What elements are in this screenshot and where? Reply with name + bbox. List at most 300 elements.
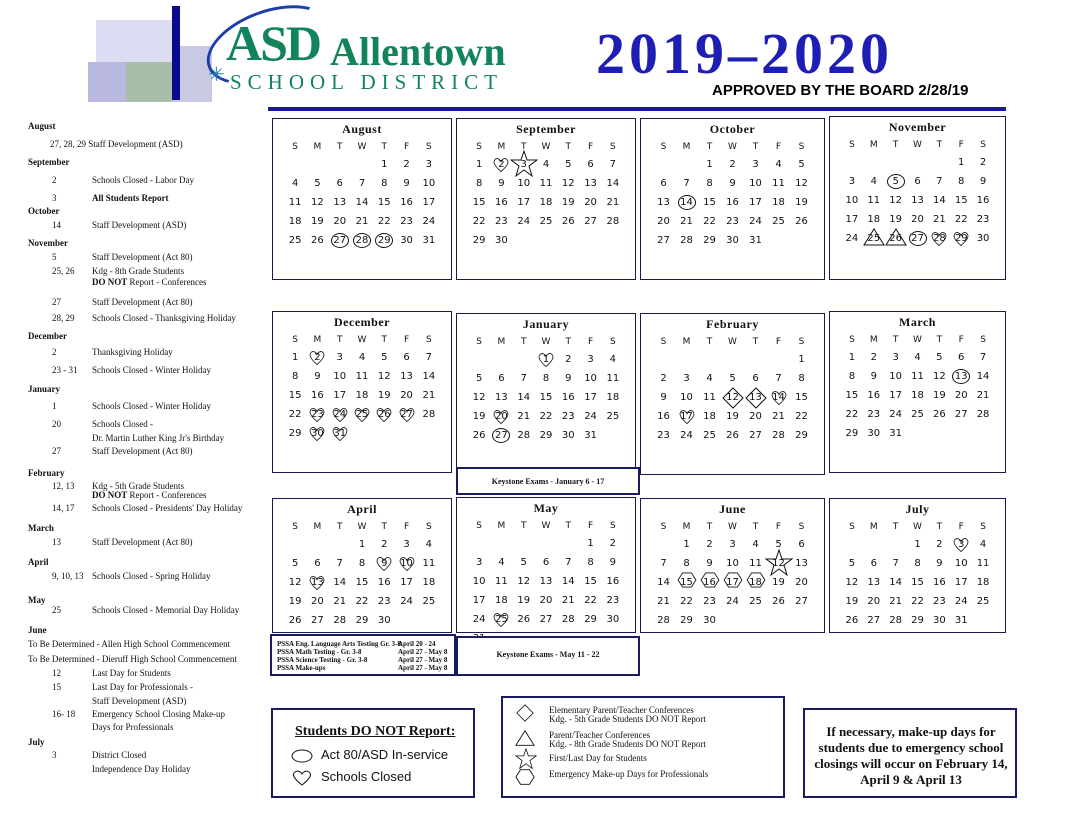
day-number: 4: [542, 159, 550, 170]
weekday-header: M: [869, 140, 878, 150]
hexagon-icon: [515, 768, 535, 790]
calendar-day: [469, 408, 489, 426]
weekday-header: T: [936, 335, 943, 345]
day-number: 1: [848, 352, 856, 363]
day-number: 16: [932, 577, 946, 588]
event-month-heading: March: [28, 523, 54, 533]
day-number: 14: [772, 392, 785, 403]
day-number: 13: [795, 558, 808, 569]
day-number: 3: [752, 159, 759, 170]
calendar-day: [419, 406, 439, 424]
day-number: 1: [291, 352, 299, 363]
day-number: 28: [606, 216, 620, 227]
day-number: 25: [422, 596, 436, 607]
keystone-january-box: [456, 467, 640, 495]
day-number: 28: [561, 614, 575, 625]
day-number: 6: [314, 558, 321, 569]
calendar-day: [769, 389, 789, 407]
calendar-day: [603, 611, 623, 629]
day-number: 18: [606, 392, 620, 403]
weekday-header: S: [980, 335, 986, 345]
day-number: 25: [355, 409, 369, 420]
month-title: September: [516, 122, 576, 136]
calendar-day: [654, 574, 674, 592]
calendar-day: [723, 389, 743, 407]
month-march: [829, 311, 1006, 473]
weekday-header: T: [520, 337, 527, 347]
weekday-header: S: [980, 522, 986, 532]
calendar-day: [929, 230, 949, 248]
calendar-day: [842, 368, 862, 386]
day-number: 11: [703, 392, 716, 403]
event-date: 12, 13: [52, 481, 75, 491]
day-number: 25: [772, 216, 785, 227]
day-number: 11: [539, 178, 553, 189]
calendar-day: [842, 612, 862, 630]
day-number: 7: [775, 373, 782, 384]
calendar-day: [285, 555, 305, 573]
day-number: 15: [680, 577, 693, 588]
calendar-day: [514, 213, 534, 231]
day-number: 9: [314, 371, 321, 382]
calendar-day: [864, 192, 884, 210]
logo-star-icon: ✳: [208, 62, 225, 86]
day-number: 12: [889, 195, 902, 206]
day-number: 29: [911, 615, 924, 626]
day-number: 6: [498, 373, 505, 384]
day-number: 9: [870, 371, 877, 382]
calendar-day: [419, 536, 439, 554]
calendar-day: [792, 389, 812, 407]
calendar-day: [285, 213, 305, 231]
legend-line: Kdg. - 5th Grade Students DO NOT Report: [549, 714, 706, 724]
calendar-day: [397, 574, 417, 592]
weekday-header: S: [609, 521, 616, 531]
event-description: Schools Closed -: [92, 419, 154, 429]
day-number: 5: [798, 159, 805, 170]
weekday-header: F: [958, 140, 964, 150]
calendar-day: [374, 387, 394, 405]
calendar-day: [307, 593, 327, 611]
event-month-heading: June: [28, 625, 47, 635]
logo-subtitle: SCHOOL DISTRICT: [230, 70, 503, 94]
pssa-test-dates: April 27 - May 8: [398, 664, 448, 672]
calendar-day: [746, 370, 766, 388]
event-description: Independence Day Holiday: [92, 764, 191, 774]
calendar-day: [558, 427, 578, 445]
weekday-header: T: [381, 142, 388, 152]
day-number: 30: [606, 614, 620, 625]
event-date: 28, 29: [52, 313, 75, 323]
day-number: 22: [703, 216, 716, 227]
day-number: 18: [495, 595, 508, 606]
day-number: 22: [539, 411, 553, 422]
calendar-day: [886, 349, 906, 367]
calendar-day: [654, 194, 674, 212]
day-number: 18: [867, 214, 881, 225]
weekday-header: F: [775, 337, 782, 347]
day-number: 8: [683, 558, 690, 569]
calendar-day: [469, 156, 489, 174]
day-number: 23: [867, 409, 881, 420]
calendar-day: [558, 370, 578, 388]
event-date: 14: [52, 220, 61, 230]
weekday-header: T: [892, 140, 899, 150]
calendar-day: [330, 213, 350, 231]
calendar-day: [677, 389, 697, 407]
calendar-day: [491, 156, 511, 174]
day-number: 9: [660, 392, 667, 403]
event-description: Staff Development (Act 80): [92, 446, 193, 456]
day-number: 31: [954, 615, 968, 626]
day-number: 16: [976, 195, 990, 206]
calendar-day: [603, 194, 623, 212]
day-number: 12: [932, 371, 946, 382]
day-number: 29: [472, 235, 486, 246]
calendar-day: [746, 408, 766, 426]
day-number: 13: [584, 178, 597, 189]
calendar-day: [374, 555, 394, 573]
day-number: 14: [561, 576, 575, 587]
day-number: 21: [561, 595, 575, 606]
calendar-day: [700, 555, 720, 573]
calendar-day: [285, 406, 305, 424]
calendar-day: [951, 593, 971, 611]
day-number: 28: [680, 235, 693, 246]
day-number: 31: [889, 428, 902, 439]
calendar-day: [352, 387, 372, 405]
calendar-day: [330, 387, 350, 405]
weekday-header: S: [660, 142, 667, 152]
event-description: Schools Closed - Spring Holiday: [92, 571, 211, 581]
calendar-day: [330, 574, 350, 592]
calendar-day: [723, 574, 743, 592]
calendar-day: [352, 574, 372, 592]
day-number: 23: [657, 430, 670, 441]
day-number: 16: [495, 197, 508, 208]
day-number: 16: [606, 576, 620, 587]
event-month-heading: December: [28, 331, 67, 341]
calendar-day: [397, 213, 417, 231]
weekday-header: T: [892, 335, 899, 345]
weekday-header: M: [869, 335, 878, 345]
calendar-day: [769, 593, 789, 611]
day-number: 22: [795, 411, 808, 422]
calendar-day: [397, 368, 417, 386]
calendar-day: [581, 351, 601, 369]
day-number: 29: [845, 428, 859, 439]
weekday-header: S: [849, 522, 855, 532]
day-number: 16: [703, 577, 716, 588]
day-number: 6: [958, 352, 965, 363]
event-month-heading: November: [28, 238, 68, 248]
day-number: 21: [889, 596, 902, 607]
day-number: 27: [867, 615, 881, 626]
keystone-january-text: Keystone Exams - January 6 - 17: [491, 477, 605, 486]
day-number: 15: [795, 392, 808, 403]
calendar-day: [491, 573, 511, 591]
day-number: 27: [795, 596, 808, 607]
day-number: 16: [726, 197, 739, 208]
calendar-day: [769, 574, 789, 592]
month-title: April: [347, 502, 377, 516]
calendar-day: [769, 194, 789, 212]
event-month-heading: January: [28, 384, 61, 394]
calendar-day: [491, 370, 511, 388]
day-number: 14: [976, 371, 990, 382]
calendar-day: [558, 213, 578, 231]
day-number: 2: [660, 373, 667, 384]
calendar-day: [514, 427, 534, 445]
day-number: 5: [314, 178, 321, 189]
event-date: 15: [52, 682, 61, 692]
event-description: Schools Closed - Presidents' Day Holiday: [92, 503, 243, 513]
calendar-day: [307, 425, 327, 443]
day-number: 4: [775, 159, 782, 170]
event-description: Last Day for Professionals -: [92, 682, 193, 692]
event-description: Last Day for Students: [92, 668, 171, 678]
calendar-day: [330, 406, 350, 424]
calendar-day: [746, 194, 766, 212]
day-number: 27: [333, 235, 347, 246]
calendar-day: [536, 194, 556, 212]
day-number: 8: [542, 373, 550, 384]
day-number: 14: [422, 371, 436, 382]
day-number: 28: [889, 615, 902, 626]
day-number: 24: [680, 430, 693, 441]
calendar-day: [491, 611, 511, 629]
calendar-day: [746, 574, 766, 592]
day-number: 6: [403, 352, 410, 363]
day-number: 26: [517, 614, 531, 625]
weekday-header: S: [798, 337, 805, 347]
day-number: 17: [422, 197, 436, 208]
calendar-day: [908, 612, 928, 630]
weekday-header: F: [958, 522, 964, 532]
calendar-day: [374, 194, 394, 212]
shape-legend: [501, 696, 785, 798]
day-number: 11: [749, 558, 762, 569]
day-number: 24: [889, 409, 902, 420]
event-description: Schools Closed - Thanksgiving Holiday: [92, 313, 236, 323]
day-number: 3: [336, 352, 343, 363]
calendar-day: [491, 389, 511, 407]
weekday-header: W: [728, 522, 737, 532]
calendar-day: [330, 175, 350, 193]
calendar-day: [419, 232, 439, 250]
event-date: 14, 17: [52, 503, 75, 513]
event-month-heading: July: [28, 737, 45, 747]
calendar-day: [769, 408, 789, 426]
day-number: 24: [954, 596, 968, 607]
calendar-day: [352, 349, 372, 367]
day-number: 17: [954, 577, 968, 588]
day-number: 19: [377, 390, 391, 401]
day-number: 1: [683, 539, 690, 550]
day-number: 18: [422, 577, 436, 588]
calendar-day: [700, 612, 720, 630]
calendar-day: [792, 427, 812, 445]
day-number: 2: [870, 352, 877, 363]
event-description: Staff Development (ASD): [92, 220, 187, 230]
day-number: 19: [311, 216, 324, 227]
day-number: 11: [495, 576, 508, 587]
day-number: 3: [848, 176, 856, 187]
day-number: 7: [520, 373, 527, 384]
calendar-day: [792, 175, 812, 193]
day-number: 10: [400, 558, 413, 569]
calendar-day: [581, 389, 601, 407]
day-number: 30: [726, 235, 739, 246]
calendar-day: [654, 408, 674, 426]
month-title: December: [334, 315, 390, 329]
calendar-day: [951, 192, 971, 210]
calendar-day: [397, 156, 417, 174]
day-number: 28: [355, 235, 369, 246]
month-title: May: [533, 501, 559, 515]
day-number: 8: [958, 176, 965, 187]
day-number: 24: [400, 596, 413, 607]
day-number: 20: [954, 390, 968, 401]
day-number: 21: [772, 411, 785, 422]
month-title: January: [522, 317, 570, 331]
day-number: 30: [377, 615, 391, 626]
event-date: 5: [52, 252, 57, 262]
day-number: 10: [749, 178, 762, 189]
calendar-day: [491, 427, 511, 445]
day-number: 26: [932, 409, 946, 420]
calendar-day: [514, 554, 534, 572]
event-date: 9, 10, 13: [52, 571, 84, 581]
day-number: 24: [517, 216, 531, 227]
weekday-header: M: [497, 337, 506, 347]
day-number: 8: [798, 373, 805, 384]
day-number: 5: [565, 159, 572, 170]
calendar-day: [746, 232, 766, 250]
day-number: 5: [475, 373, 483, 384]
weekday-header: S: [476, 142, 482, 152]
calendar-day: [307, 574, 327, 592]
event-description: DO NOT Report - Conferences: [92, 490, 207, 500]
calendar-day: [886, 230, 906, 248]
day-number: 30: [867, 428, 881, 439]
calendar-day: [973, 230, 993, 248]
calendar-day: [769, 213, 789, 231]
keystone-may-text: Keystone Exams - May 11 - 22: [496, 650, 600, 659]
calendar-day: [973, 555, 993, 573]
weekday-header: F: [775, 522, 782, 532]
calendar-day: [886, 387, 906, 405]
day-number: 25: [976, 596, 990, 607]
month-december: [272, 311, 452, 473]
day-number: 5: [848, 558, 856, 569]
day-number: 4: [914, 352, 921, 363]
logo-asd: ASD: [226, 15, 321, 71]
day-number: 13: [495, 392, 508, 403]
calendar-day: [603, 408, 623, 426]
event-date: 27: [52, 297, 61, 307]
event-description: Thanksgiving Holiday: [92, 347, 173, 357]
day-number: 23: [377, 596, 391, 607]
calendar-day: [929, 173, 949, 191]
day-number: 23: [400, 216, 413, 227]
day-number: 30: [561, 430, 575, 441]
weekday-header: T: [752, 522, 759, 532]
calendar-day: [842, 349, 862, 367]
day-number: 8: [848, 371, 856, 382]
calendar-day: [769, 370, 789, 388]
month-title: November: [888, 120, 947, 134]
day-number: 7: [660, 558, 667, 569]
weekday-header: M: [682, 522, 691, 532]
weekday-header: W: [913, 522, 922, 532]
day-number: 13: [911, 195, 924, 206]
calendar-day: [374, 232, 394, 250]
calendar-day: [746, 175, 766, 193]
day-number: 23: [726, 216, 739, 227]
day-number: 30: [400, 235, 413, 246]
calendar-day: [654, 593, 674, 611]
day-number: 28: [517, 430, 531, 441]
day-number: 15: [377, 197, 391, 208]
calendar-day: [352, 555, 372, 573]
day-number: 9: [729, 178, 736, 189]
weekday-header: M: [313, 522, 322, 532]
day-number: 23: [703, 596, 716, 607]
day-number: 19: [889, 214, 902, 225]
calendar-day: [397, 175, 417, 193]
calendar-day: [419, 213, 439, 231]
day-number: 11: [355, 371, 369, 382]
day-number: 24: [333, 409, 347, 420]
event-description: Staff Development (Act 80): [92, 297, 193, 307]
day-number: 23: [976, 214, 990, 225]
calendar-day: [536, 389, 556, 407]
calendar-day: [886, 574, 906, 592]
day-number: 4: [498, 557, 505, 568]
calendar-day: [307, 406, 327, 424]
calendar-day: [842, 173, 862, 191]
legend-line: Emergency Make-up Days for Professionals: [549, 769, 709, 779]
day-number: 26: [845, 615, 859, 626]
calendar-day: [536, 175, 556, 193]
pssa-test-label: PSSA Eng. Language Arts Testing Gr. 3-8: [277, 640, 401, 648]
day-number: 28: [772, 430, 785, 441]
day-number: 25: [867, 233, 881, 244]
month-title: July: [905, 502, 930, 516]
calendar-day: [654, 389, 674, 407]
day-number: 10: [889, 371, 902, 382]
day-number: 19: [726, 411, 739, 422]
day-number: 17: [517, 197, 531, 208]
month-october: [640, 118, 825, 280]
weekday-header: S: [425, 142, 432, 152]
calendar-day: [285, 175, 305, 193]
event-description: Emergency School Closing Make-up: [92, 709, 226, 719]
day-number: 7: [336, 558, 343, 569]
day-number: 11: [976, 558, 990, 569]
weekday-header: M: [497, 142, 506, 152]
calendar-day: [330, 555, 350, 573]
calendar-day: [558, 408, 578, 426]
weekday-header: S: [609, 337, 616, 347]
calendar-day: [842, 192, 862, 210]
day-number: 10: [422, 178, 436, 189]
legend-line: Parent/Teacher Conferences: [549, 730, 651, 740]
weekday-header: F: [403, 142, 410, 152]
day-number: 26: [377, 409, 391, 420]
calendar-day: [723, 175, 743, 193]
